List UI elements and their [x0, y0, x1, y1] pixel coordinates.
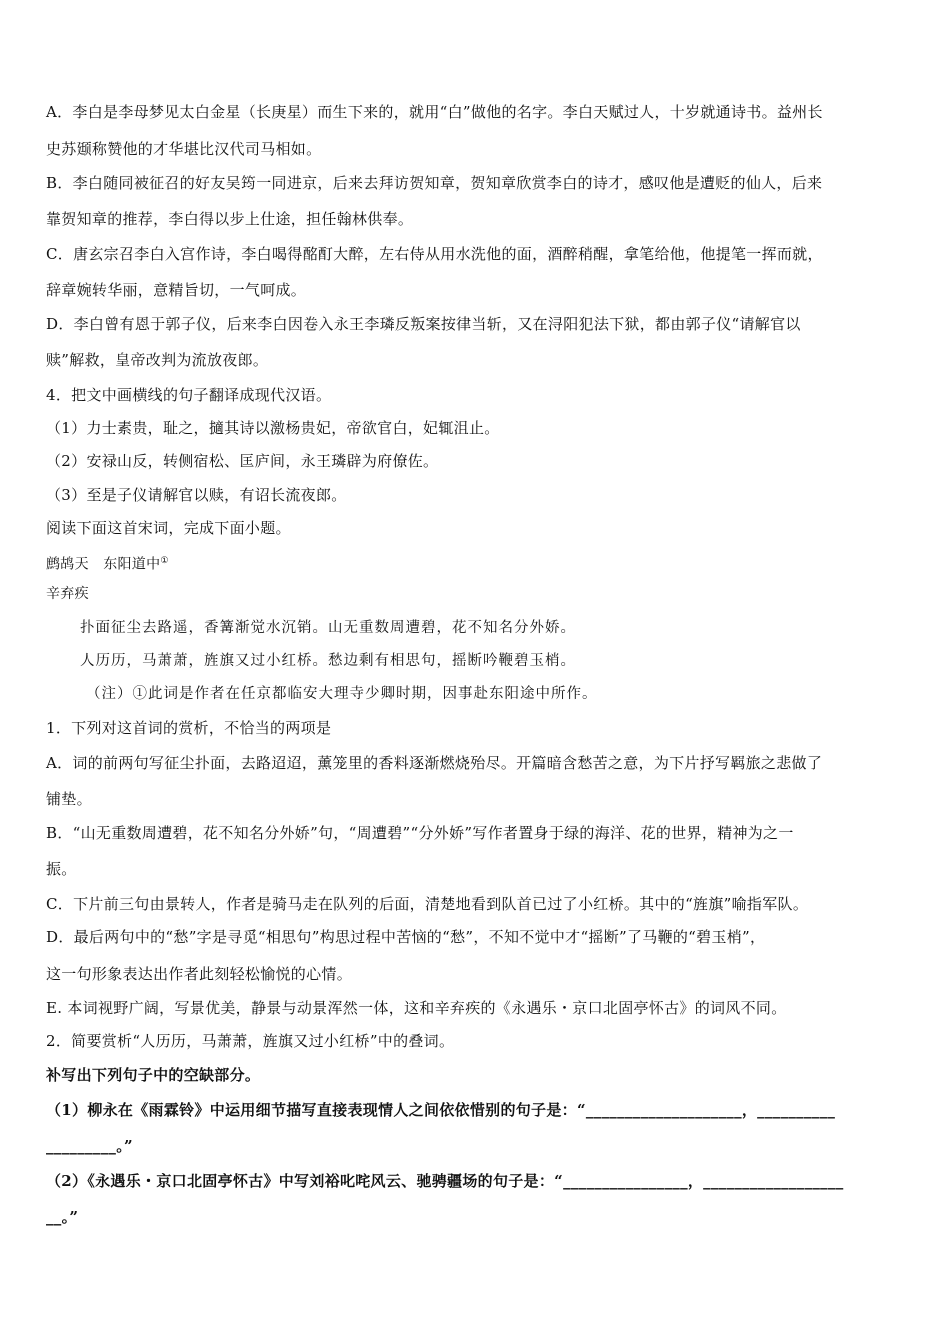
fill-in-item-2-line-1: （2）《永遇乐・京口北固亭怀古》中写刘裕叱咤风云、驰骋疆场的句子是：“________________，__________________ [46, 1172, 844, 1190]
poem-title [46, 550, 908, 576]
question-2: 2．简要赏析“人历历，马萧萧，旌旗又过小红桥”中的叠词。 [46, 1032, 455, 1050]
footnote-mark: ① [160, 556, 169, 566]
translation-item-3: （3）至是子仪请解官以赎，有诏长流夜郎。 [46, 486, 347, 504]
q1-option-c: C．下片前三句由景转人，作者是骑马走在队列的后面，清楚地看到队首已过了小红桥。其中的“旌旗”喻指军队。 [46, 895, 809, 913]
fill-in-item-1-line-1: （1）柳永在《雨霖铃》中运用细节描写直接表现情人之间依依惜别的句子是：“____________________，__________ [46, 1101, 836, 1119]
poem-annotation: （注）①此词是作者在任京都临安大理寺少卿时期，因事赴东阳途中所作。 [86, 686, 598, 702]
q1-option-e: E. 本词视野广阔，写景优美，静景与动景浑然一体，这和辛弃疾的《永遇乐・京口北固亭怀古》的词风不同。 [46, 999, 787, 1017]
option-d-line-2: 赎”解救，皇帝改判为流放夜郎。 [46, 351, 269, 369]
translation-item-1: （1）力士素贵，耻之，擿其诗以激杨贵妃，帝欲官白，妃辄沮止。 [46, 419, 500, 437]
poem-stanza-1: 扑面征尘去路遥，香篝渐觉水沉销。山无重数周遭碧，花不知名分外娇。 [80, 620, 576, 636]
option-c-line-2: 辞章婉转华丽，意精旨切，一气呵成。 [46, 281, 307, 299]
fill-in-item-1-line-2: _________。” [46, 1137, 133, 1155]
poem-author: 辛弃疾 [46, 586, 89, 602]
translation-item-2: （2）安禄山反，转侧宿松、匡庐间，永王璘辟为府僚佐。 [46, 452, 439, 470]
q1-option-d-line-1: D．最后两句中的“愁”字是寻觅“相思句”构思过程中苦恼的“愁”，不知不觉中才“摇断”了马鞭的“碧玉梢”， [46, 928, 766, 946]
q1-option-a-line-1: A．词的前两句写征尘扑面，去路迢迢，薰笼里的香料逐渐燃烧殆尽。开篇暗含愁苦之意，为下片抒写羁旅之悲做了 [46, 754, 823, 772]
option-d-line-1: D．李白曾有恩于郭子仪，后来李白因卷入永王李璘反叛案按律当斩，又在浔阳犯法下狱，都由郭子仪“请解官以 [46, 315, 801, 333]
q1-option-d-line-2: 这一句形象表达出作者此刻轻松愉悦的心情。 [46, 965, 353, 983]
poem-title-text: 鹧鸪天 东阳道中 [46, 556, 161, 573]
question-4: 4．把文中画横线的句子翻译成现代汉语。 [46, 386, 332, 404]
option-a-line-2: 史苏颋称赞他的才华堪比汉代司马相如。 [46, 140, 322, 158]
reading-instruction: 阅读下面这首宋词，完成下面小题。 [46, 519, 291, 537]
option-c-line-1: C．唐玄宗召李白入宫作诗，李白喝得酩酊大醉，左右侍从用水洗他的面，酒醉稍醒，拿笔给他，他提笔一挥而就， [46, 245, 823, 263]
option-b-line-1: B．李白随同被征召的好友吴筠一同进京，后来去拜访贺知章，贺知章欣赏李白的诗才，感叹他是遭贬的仙人，后来 [46, 174, 823, 192]
option-a-line-1: A．李白是李母梦见太白金星（长庚星）而生下来的，就用“白”做他的名字。李白天赋过人，十岁就通诗书。益州长 [46, 103, 823, 121]
poem-stanza-2: 人历历，马萧萧，旌旗又过小红桥。愁边剩有相思句，摇断吟鞭碧玉梢。 [80, 653, 576, 669]
option-b-line-2: 靠贺知章的推荐，李白得以步上仕途，担任翰林供奉。 [46, 210, 414, 228]
q1-option-b-line-1: B．“山无重数周遭碧，花不知名分外娇”句，“周遭碧”“分外娇”写作者置身于绿的海洋、花的世界，精神为之一 [46, 824, 794, 842]
fill-in-heading: 补写出下列句子中的空缺部分。 [46, 1066, 261, 1084]
q1-option-a-line-2: 铺垫。 [46, 790, 92, 808]
question-1: 1．下列对这首词的赏析，不恰当的两项是 [46, 719, 332, 737]
fill-in-item-2-line-2: __。” [46, 1208, 79, 1226]
q1-option-b-line-2: 振。 [46, 860, 77, 878]
